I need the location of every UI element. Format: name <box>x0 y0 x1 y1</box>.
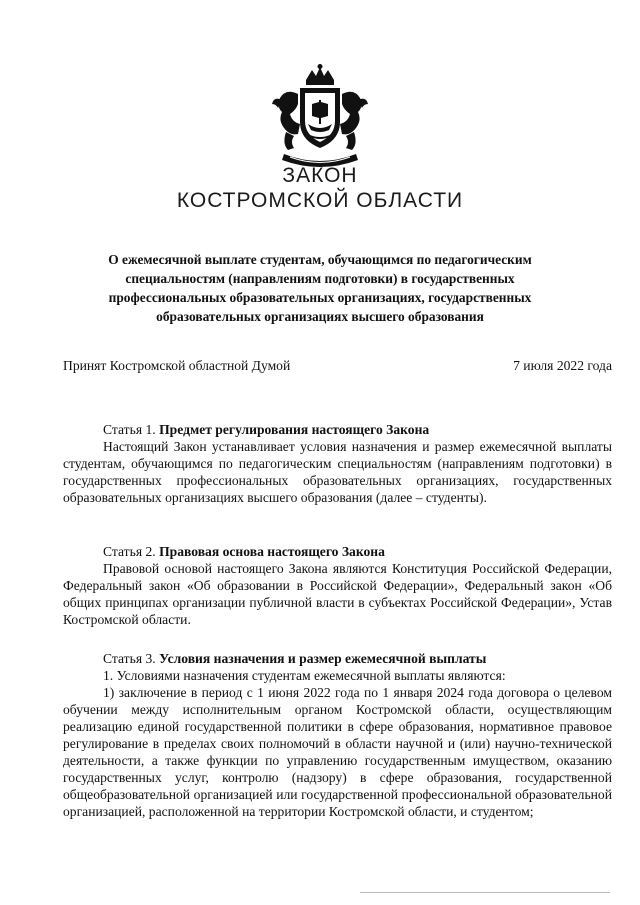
law-subject: О ежемесячной выплате студентам, обучающимся по педагогическим специальностям (направлениям подготовки) в государственных профессиональных образовательных организациях, государственных образовательных организациях высшего образования <box>108 252 532 324</box>
article-1-title: Предмет регулирования настоящего Закона <box>159 422 430 437</box>
article-2-paragraph-1: Правовой основой настоящего Закона являются Конституция Российской Федерации, Федеральный закон «Об образовании в Российской Федерации», Федеральный закон «Об общих принципах организации публичной власти в субъектах Российской Федерации», Устав Костромской области. <box>63 561 612 627</box>
article-3-number: Статья 3. <box>103 651 156 666</box>
adoption-date: 7 июля 2022 года <box>513 358 612 373</box>
law-title-line1: ЗАКОН <box>282 164 358 187</box>
article-1-heading <box>63 421 612 438</box>
adopted-by: Принят Костромской областной Думой <box>63 358 291 373</box>
article-2-title: Правовая основа настоящего Закона <box>159 544 385 559</box>
law-title-line2: КОСТРОМСКОЙ ОБЛАСТИ <box>176 189 464 212</box>
article-3-paragraph-1: 1. Условиями назначения студентам ежемесячной выплаты являются: <box>103 668 506 683</box>
article-3-paragraph-2: 1) заключение в период с 1 июня 2022 года по 1 января 2024 года договора о целевом обучении между исполнительным органом Костромской области, осуществляющим реализацию единой государственной политики в сфере образования, нормативное правовое регулирование в пределах своих полномочий в области научной и (или) научно-технической деятельности, а также функции по управлению государственным имуществом, оказанию государственных услуг, контролю (надзору) в сфере образования, государственной общеобразовательной организацией или государственной профессиональной образовательной организацией, расположенной на территории Костромской области, и студентом; <box>63 685 612 819</box>
article-2-number: Статья 2. <box>103 544 156 559</box>
article-2 <box>63 543 612 628</box>
article-1-number: Статья 1. <box>103 422 156 437</box>
coat-of-arms-icon <box>268 64 372 172</box>
article-3-heading <box>63 650 612 667</box>
article-3-title: Условия назначения и размер ежемесячной выплаты <box>159 651 487 666</box>
article-1 <box>63 421 612 506</box>
article-1-paragraph-1: Настоящий Закон устанавливает условия назначения и размер ежемесячной выплаты студентам, обучающимся по педагогическим специальностям (направлениям подготовки) в государственных профессиональных образовательных организациях, государственных образовательных организациях высшего образования (далее – студенты). <box>63 439 612 505</box>
footer-divider <box>360 892 610 893</box>
article-2-heading <box>63 543 612 560</box>
article-3 <box>63 650 612 820</box>
